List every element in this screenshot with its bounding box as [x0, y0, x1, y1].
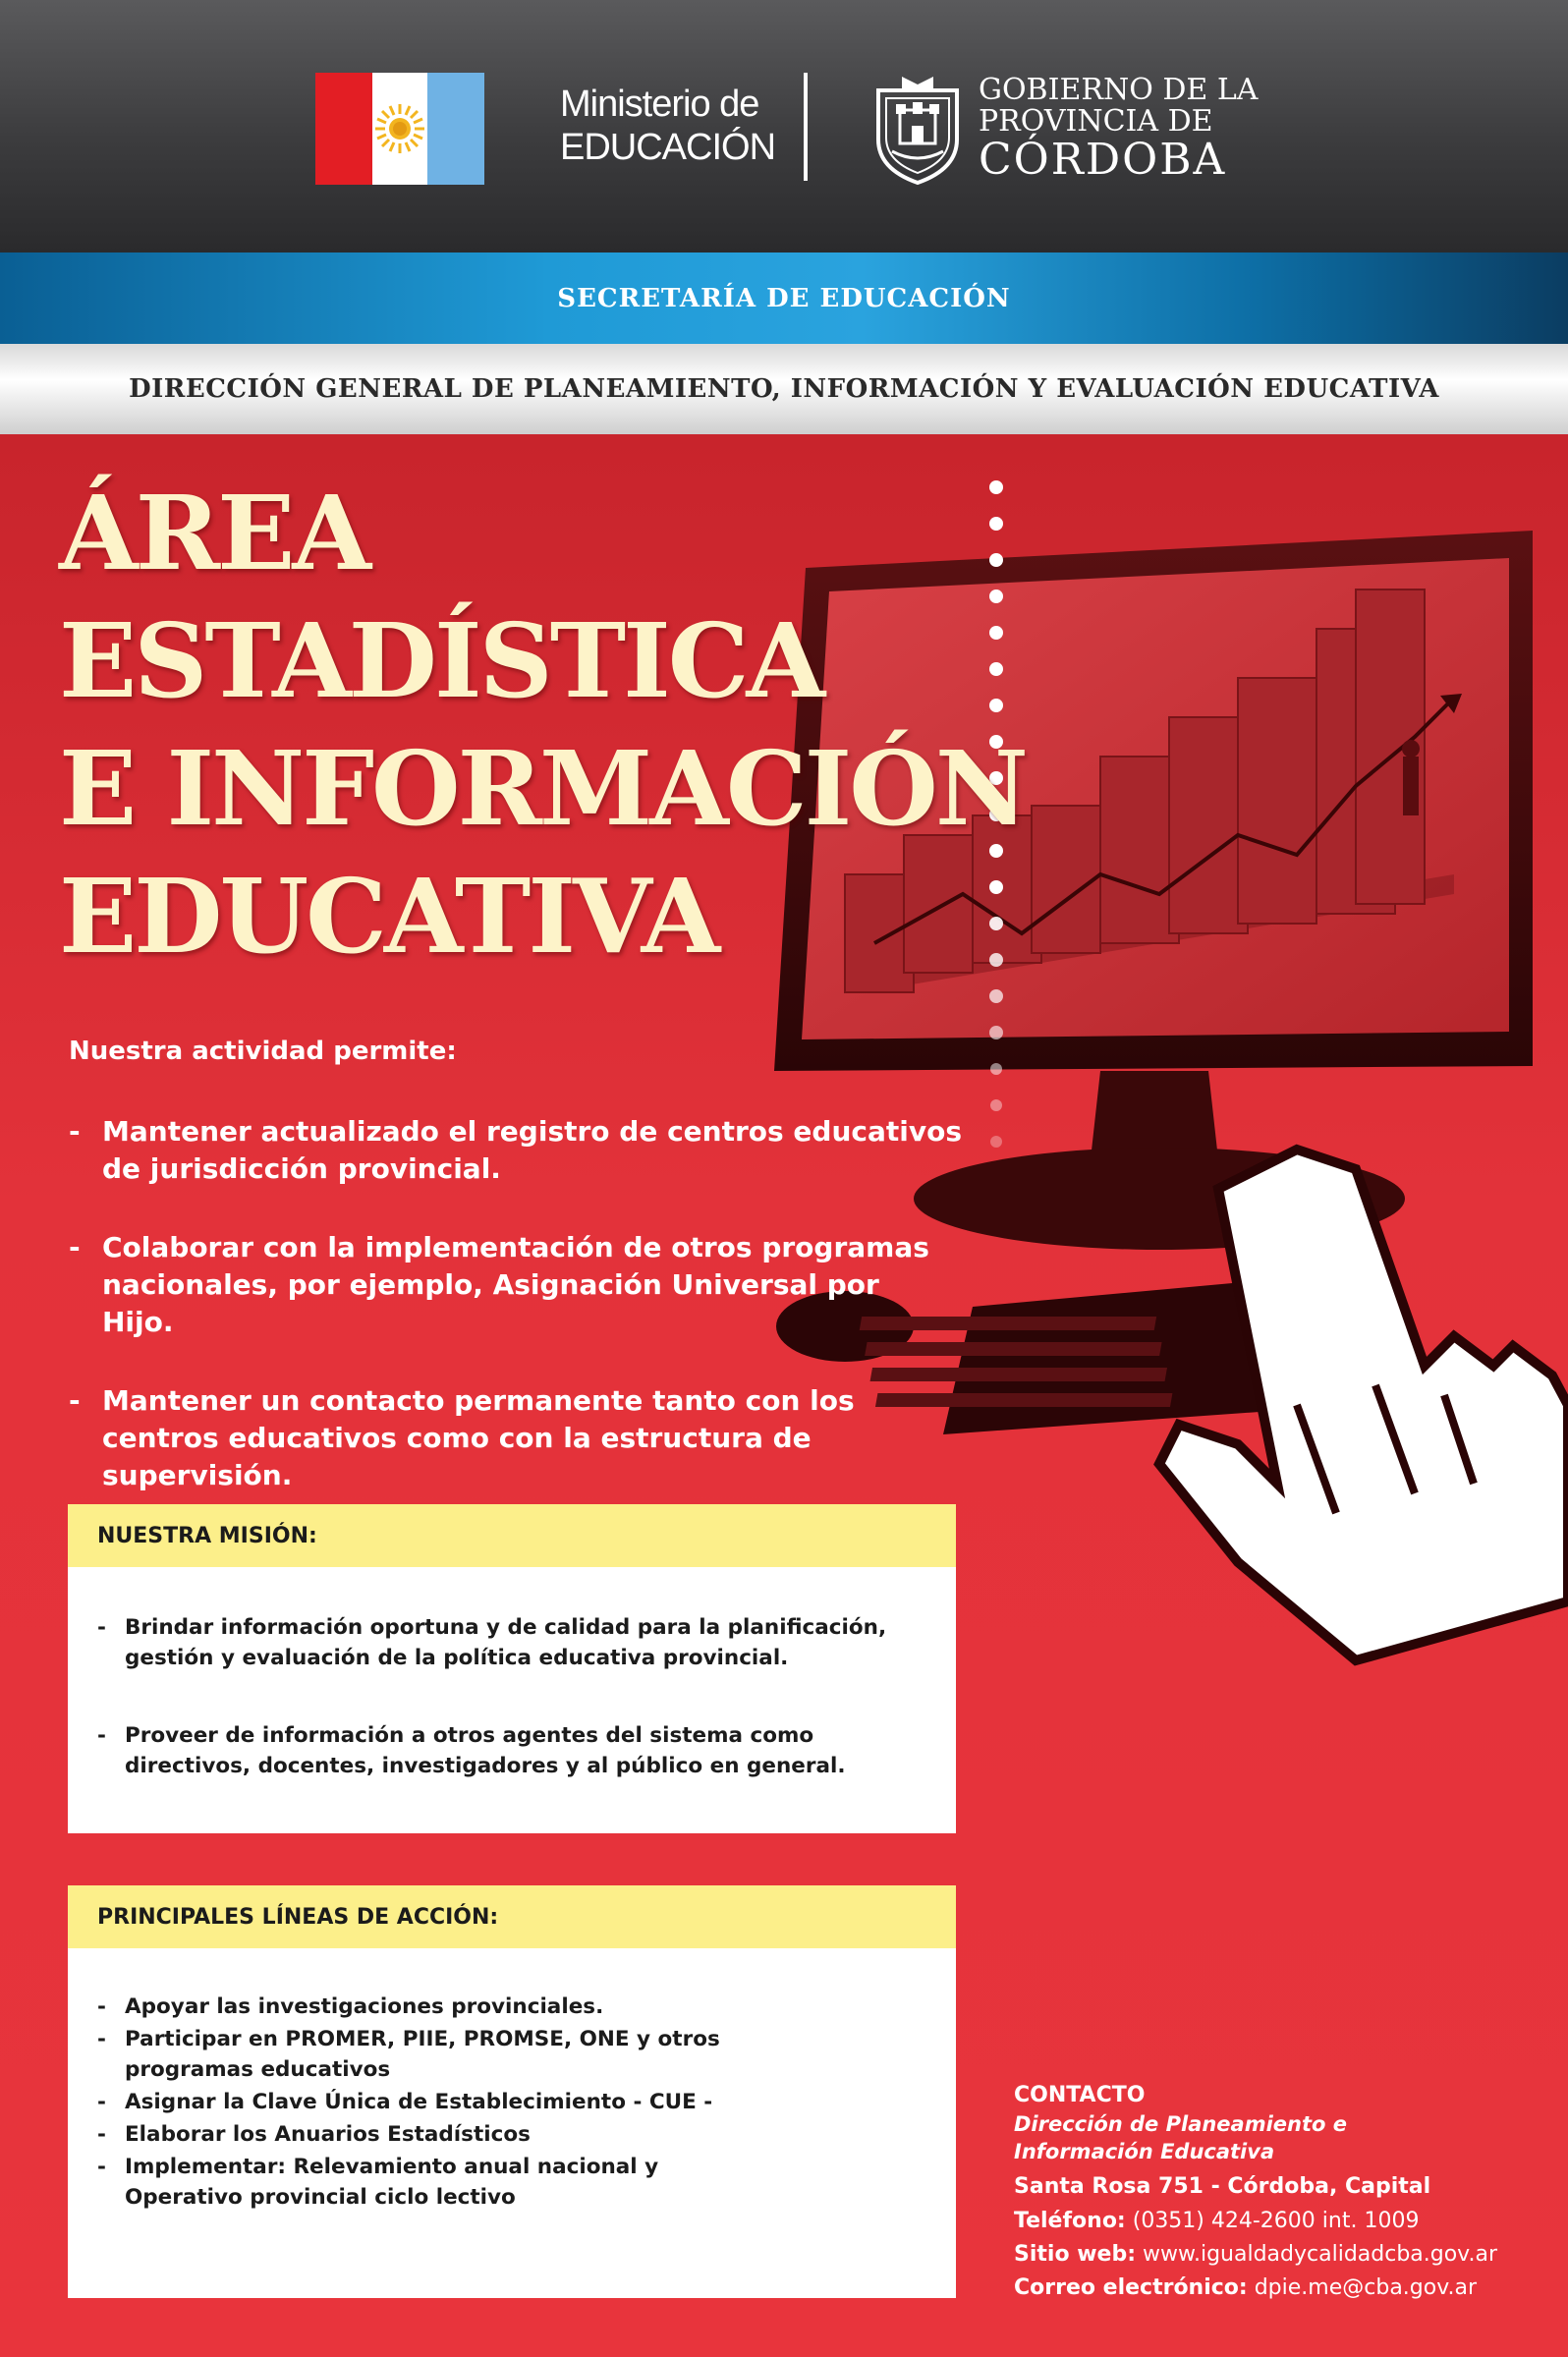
- contact-org-line2: Información Educativa: [1014, 2140, 1275, 2163]
- title-line3: E INFORMACIÓN: [59, 728, 1026, 849]
- intro-item: - Mantener actualizado el registro de centros educativos de jurisdicción provincial.: [69, 1115, 963, 1185]
- intro-item: - Colaborar con la implementación de otros programas nacionales, por ejemplo, Asignación Universal por Hijo.: [69, 1231, 929, 1338]
- mision-box: [68, 1504, 956, 1833]
- ministerio-line2: EDUCACIÓN: [560, 127, 776, 168]
- email-link[interactable]: dpie.me@cba.gov.ar: [1254, 2275, 1478, 2300]
- mision-heading: NUESTRA MISIÓN:: [68, 1504, 956, 1567]
- header: [0, 0, 1568, 253]
- secretaria-title: SECRETARÍA DE EDUCACIÓN: [557, 283, 1011, 313]
- list-item: - Proveer de información a otros agentes del sistema como directivos, docentes, investigadores y al público en general.: [97, 1723, 846, 1778]
- list-item: - Brindar información oportuna y de calidad para la planificación, gestión y evaluación de la política educativa provincial.: [97, 1615, 887, 1670]
- intro-item: - Mantener un contacto permanente tanto con los centros educativos como con la estructura de supervisión.: [69, 1384, 855, 1491]
- secretaria-bar: [0, 253, 1568, 344]
- lineas-heading: PRINCIPALES LÍNEAS DE ACCIÓN:: [68, 1885, 956, 1948]
- direccion-title: DIRECCIÓN GENERAL DE PLANEAMIENTO, INFORMACIÓN Y EVALUACIÓN EDUCATIVA: [129, 374, 1439, 404]
- header-divider: [804, 73, 808, 181]
- contact-heading: CONTACTO: [1014, 2083, 1146, 2107]
- contact-web: Sitio web: www.igualdadycalidadcba.gov.ar: [1014, 2242, 1498, 2267]
- lineas-body: [68, 1948, 883, 2213]
- contact-section: [1014, 2081, 1497, 2305]
- title-line4: EDUCATIVA: [59, 856, 718, 977]
- contact-phone: Teléfono: (0351) 424-2600 int. 1009: [1014, 2209, 1420, 2233]
- website-link[interactable]: www.igualdadycalidadcba.gov.ar: [1143, 2242, 1498, 2267]
- list-item: - Implementar: Relevamiento anual nacional y Operativo provincial ciclo lectivo: [97, 2155, 659, 2210]
- lineas-box: [68, 1885, 956, 2298]
- list-item: - Participar en PROMER, PIIE, PROMSE, ONE y otros programas educativos: [97, 2027, 720, 2082]
- gobierno-line1: GOBIERNO DE LA: [979, 73, 1259, 107]
- title-line1: ÁREA: [59, 473, 369, 593]
- list-item: - Elaborar los Anuarios Estadísticos: [97, 2122, 531, 2147]
- cordoba-shield-icon: [872, 71, 963, 187]
- ministerio-logo: [560, 83, 775, 169]
- direccion-bar: [0, 344, 1568, 434]
- contact-org-line1: Dirección de Planeamiento e: [1014, 2112, 1348, 2136]
- sun-of-may-icon: [372, 100, 427, 157]
- ministerio-line1: Ministerio de: [560, 84, 759, 125]
- intro-section: [69, 1037, 992, 1536]
- contact-email: Correo electrónico: dpie.me@cba.gov.ar: [1014, 2275, 1478, 2300]
- contact-address: Santa Rosa 751 - Córdoba, Capital: [1014, 2174, 1431, 2199]
- gobierno-line2: PROVINCIA DE: [979, 104, 1213, 139]
- list-item: - Asignar la Clave Única de Establecimiento - CUE -: [97, 2090, 713, 2114]
- mision-body: [68, 1567, 956, 1781]
- list-item: - Apoyar las investigaciones provinciales.: [97, 1994, 604, 2019]
- intro-heading: Nuestra actividad permite:: [69, 1037, 457, 1066]
- argentina-flag-icon: [315, 73, 484, 185]
- page-title: [59, 470, 1026, 981]
- gobierno-logo: [979, 75, 1258, 183]
- title-line2: ESTADÍSTICA: [59, 600, 823, 721]
- gobierno-line3: CÓRDOBA: [979, 135, 1227, 185]
